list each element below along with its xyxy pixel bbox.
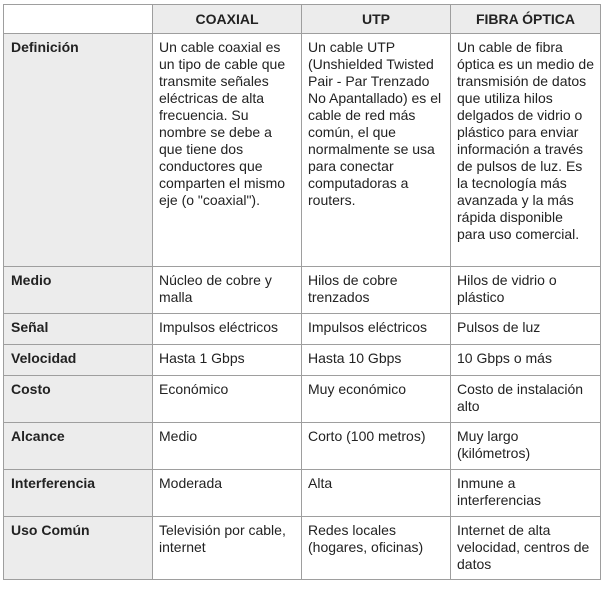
table-row-uso-comun	[4, 517, 601, 580]
cell-utp: Muy económico	[302, 376, 451, 423]
row-label: Velocidad	[4, 345, 153, 376]
cell-coaxial: Moderada	[153, 470, 302, 517]
cell-utp: Alta	[302, 470, 451, 517]
cell-coaxial: Impulsos eléctricos	[153, 314, 302, 345]
header-utp: UTP	[302, 5, 451, 34]
cell-coaxial: Un cable coaxial es un tipo de cable que transmite señales eléctricas de alta frecuencia. Su nombre se debe a que tiene dos conductores que comparten el mismo eje (o "coaxial").	[153, 34, 302, 267]
table-row-interferencia	[4, 470, 601, 517]
cell-utp: Redes locales (hogares, oficinas)	[302, 517, 451, 580]
cell-fibra-optica: Inmune a interferencias	[451, 470, 601, 517]
row-label: Señal	[4, 314, 153, 345]
table-row-alcance	[4, 423, 601, 470]
row-label: Definición	[4, 34, 153, 267]
cell-coaxial: Núcleo de cobre y malla	[153, 267, 302, 314]
row-label: Medio	[4, 267, 153, 314]
cell-fibra-optica: Costo de instalación alto	[451, 376, 601, 423]
table-row-senal	[4, 314, 601, 345]
cell-fibra-optica: Internet de alta velocidad, centros de datos	[451, 517, 601, 580]
cell-utp: Corto (100 metros)	[302, 423, 451, 470]
cell-utp: Un cable UTP (Unshielded Twisted Pair - Par Trenzado No Apantallado) es el cable de red más común, el que normalmente se usa para conectar computadoras a routers.	[302, 34, 451, 267]
row-label: Interferencia	[4, 470, 153, 517]
header-corner-cell	[4, 5, 153, 34]
cell-utp: Hasta 10 Gbps	[302, 345, 451, 376]
header-coaxial: COAXIAL	[153, 5, 302, 34]
cell-coaxial: Medio	[153, 423, 302, 470]
cell-coaxial: Económico	[153, 376, 302, 423]
table-row-definicion	[4, 34, 601, 267]
cell-fibra-optica: Hilos de vidrio o plástico	[451, 267, 601, 314]
cell-fibra-optica: Muy largo (kilómetros)	[451, 423, 601, 470]
row-label: Costo	[4, 376, 153, 423]
cell-fibra-optica: Un cable de fibra óptica es un medio de transmisión de datos que utiliza hilos delgados de vidrio o plástico para enviar información a través de pulsos de luz. Es la tecnología más avanzada y la más rápida disponible para uso comercial.	[451, 34, 601, 267]
row-label: Uso Común	[4, 517, 153, 580]
comparison-table	[3, 4, 601, 580]
cell-utp: Hilos de cobre trenzados	[302, 267, 451, 314]
table-row-medio	[4, 267, 601, 314]
header-row	[4, 5, 601, 34]
table-row-velocidad	[4, 345, 601, 376]
table-row-costo	[4, 376, 601, 423]
cell-coaxial: Hasta 1 Gbps	[153, 345, 302, 376]
cell-utp: Impulsos eléctricos	[302, 314, 451, 345]
header-fibra-optica: FIBRA ÓPTICA	[451, 5, 601, 34]
cell-fibra-optica: 10 Gbps o más	[451, 345, 601, 376]
cell-coaxial: Televisión por cable, internet	[153, 517, 302, 580]
cell-fibra-optica: Pulsos de luz	[451, 314, 601, 345]
row-label: Alcance	[4, 423, 153, 470]
